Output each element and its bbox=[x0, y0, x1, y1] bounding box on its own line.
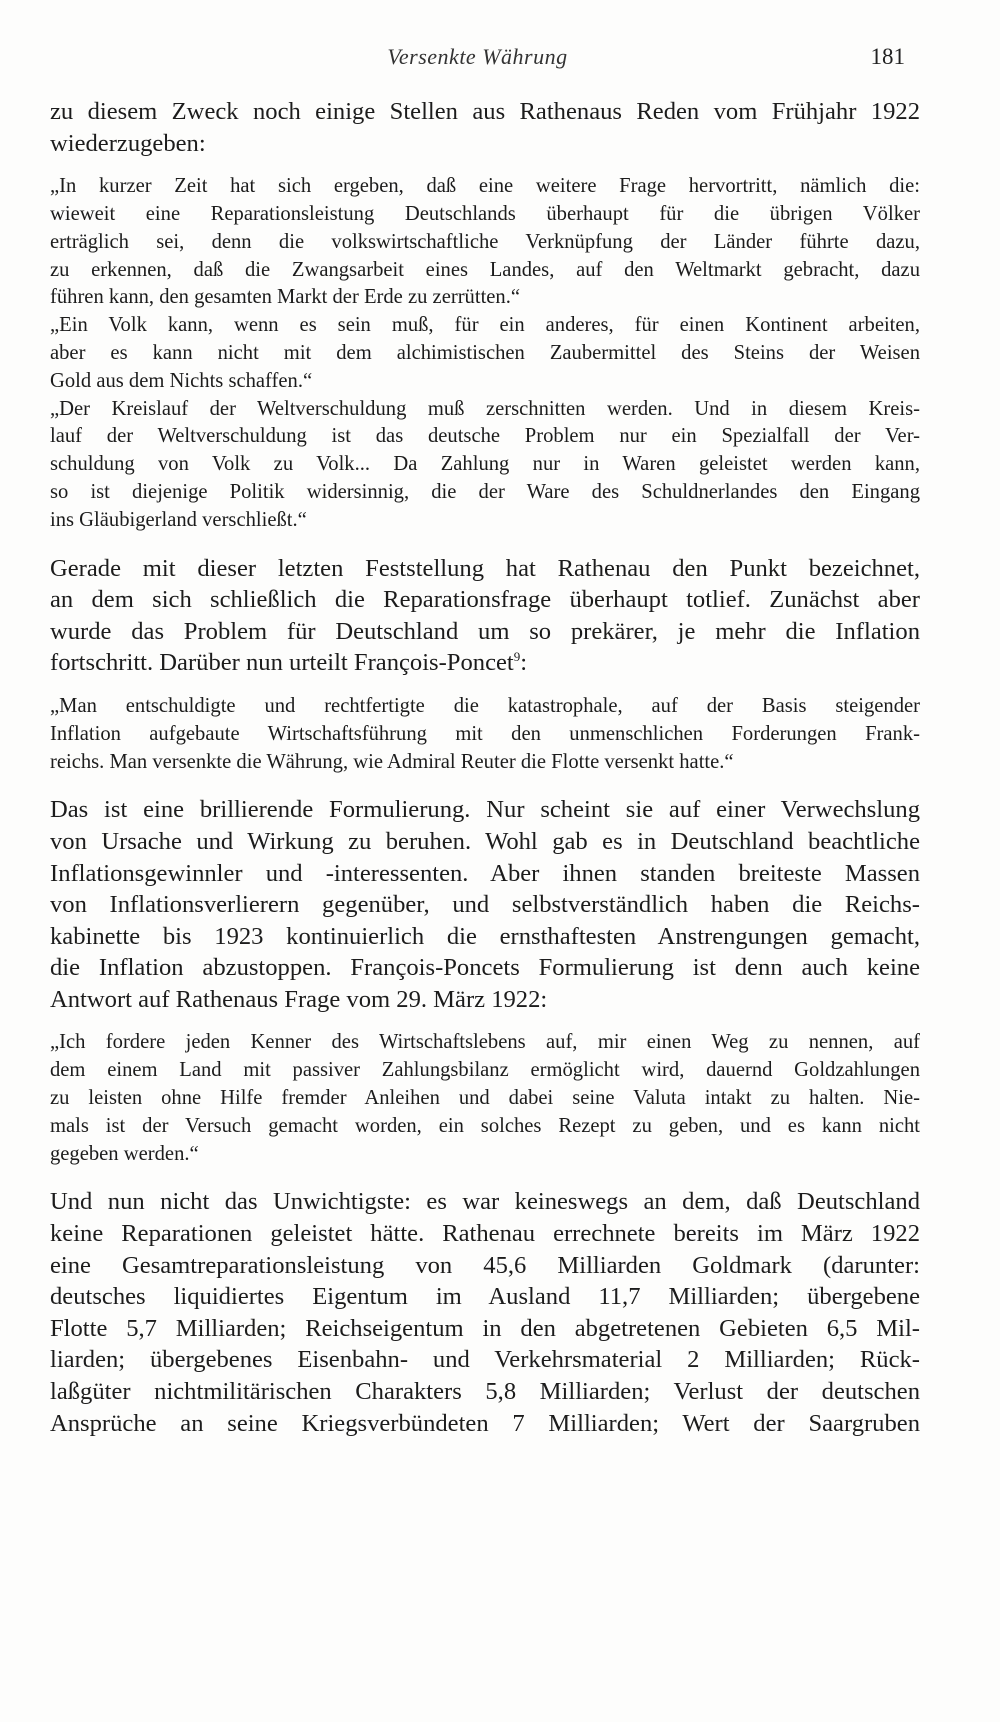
running-title: Versenkte Währung bbox=[387, 44, 568, 69]
text-line: Gerade mit dieser letzten Feststellung hat Rathenau den Punkt bezeichnet, bbox=[50, 554, 920, 582]
text-line: die Inflation abzustoppen. François-Poncets Formulierung ist denn auch keine bbox=[50, 954, 920, 982]
text-line: gegeben werden.“ bbox=[50, 1142, 199, 1165]
text-line: von Inflationsverlierern gegenüber, und selbstverständlich haben die Reichs- bbox=[50, 891, 920, 919]
text-line: erträglich sei, denn die volkswirtschaftliche Verknüpfung der Länder führte dazu, bbox=[50, 230, 920, 253]
text-line: Ansprüche an seine Kriegsverbündeten 7 Milliarden; Wert der Saargruben bbox=[50, 1409, 920, 1437]
paragraph-intro bbox=[50, 96, 920, 159]
page-number: 181 bbox=[870, 44, 905, 69]
text-line: von Ursache und Wirkung zu beruhen. Wohl gab es in Deutschland beachtliche bbox=[50, 827, 920, 855]
text-line: reichs. Man versenkte die Währung, wie Admiral Reuter die Flotte versenkt hatte.“ bbox=[50, 750, 734, 773]
text-line: zu leisten ohne Hilfe fremder Anleihen und dabei seine Valuta intakt zu halten. Nie- bbox=[50, 1087, 920, 1110]
text-line: wiederzugeben: bbox=[50, 129, 206, 157]
paragraph-brilliant-formulation bbox=[50, 794, 920, 1015]
page-content bbox=[50, 96, 920, 1439]
text-line: deutsches liquidiertes Eigentum im Ausland 11,7 Milliarden; übergebene bbox=[50, 1283, 920, 1311]
paragraph-reparations-paid bbox=[50, 1186, 920, 1439]
text-line: an dem sich schließlich die Reparationsfrage überhaupt totlief. Zunächst aber bbox=[50, 586, 920, 614]
quote-gold-from-nothing bbox=[50, 312, 920, 395]
text-line: aber es kann nicht mit dem alchimistischen Zaubermittel des Steins der Weisen bbox=[50, 341, 920, 364]
text-line: ins Gläubigerland verschließt.“ bbox=[50, 508, 307, 531]
text-line: „Der Kreislauf der Weltverschuldung muß zerschnitten werden. Und in diesem Kreis- bbox=[50, 397, 920, 420]
footnote-marker: 9 bbox=[513, 649, 521, 665]
text-line: so ist diejenige Politik widersinnig, die der Ware des Schuldnerlandes den Eingang bbox=[50, 480, 920, 503]
text-line: wieweit eine Reparationsleistung Deutschlands überhaupt für die übrigen Völker bbox=[50, 202, 920, 225]
text-line bbox=[50, 647, 920, 679]
text-line: keine Reparationen geleistet hätte. Rathenau errechnete bereits im März 1922 bbox=[50, 1220, 920, 1248]
text-line: eine Gesamtreparationsleistung von 45,6 Milliarden Goldmark (darunter: bbox=[50, 1251, 920, 1279]
text-line: dem einem Land mit passiver Zahlungsbilanz ermöglicht wird, dauernd Goldzahlungen bbox=[50, 1059, 920, 1082]
text-line: liarden; übergebenes Eisenbahn- und Verkehrsmaterial 2 Milliarden; Rück- bbox=[50, 1346, 920, 1374]
text-line: „Ich fordere jeden Kenner des Wirtschaftslebens auf, mir einen Weg zu nennen, auf bbox=[50, 1031, 920, 1054]
text-line: Antwort auf Rathenaus Frage vom 29. März 1922: bbox=[50, 985, 548, 1013]
quote-debt-cycle bbox=[50, 396, 920, 535]
paragraph-francois-poncet bbox=[50, 553, 920, 679]
running-head bbox=[50, 44, 905, 80]
text-line: zu diesem Zweck noch einige Stellen aus Rathenaus Reden vom Frühjahr 1922 bbox=[50, 98, 920, 125]
text-line: Inflationsgewinnler und -interessenten. Aber ihnen standen breiteste Massen bbox=[50, 859, 920, 887]
text-line: Und nun nicht das Unwichtigste: es war keineswegs an dem, daß Deutschland bbox=[50, 1188, 920, 1216]
text-line: Flotte 5,7 Milliarden; Reichseigentum in den abgetretenen Gebieten 6,5 Mil- bbox=[50, 1314, 920, 1342]
text-line: zu erkennen, daß die Zwangsarbeit eines Landes, auf den Weltmarkt gebracht, dazu bbox=[50, 258, 920, 281]
text-line: kabinette bis 1923 kontinuierlich die ernsthaftesten Anstrengungen gemacht, bbox=[50, 922, 920, 950]
text-line: Gold aus dem Nichts schaffen.“ bbox=[50, 369, 313, 392]
text-line: schuldung von Volk zu Volk... Da Zahlung nur in Waren geleistet werden kann, bbox=[50, 453, 920, 476]
text-line: „Man entschuldigte und rechtfertigte die katastrophale, auf der Basis steigender bbox=[50, 694, 920, 717]
text-line: „In kurzer Zeit hat sich ergeben, daß eine weitere Frage hervortritt, nämlich die: bbox=[50, 175, 920, 198]
text-line: mals ist der Versuch gemacht worden, ein solches Rezept zu geben, und es kann nicht bbox=[50, 1114, 920, 1137]
text-line: „Ein Volk kann, wenn es sein muß, für ein anderes, für einen Kontinent arbeiten, bbox=[50, 314, 920, 337]
quote-rathenau-challenge bbox=[50, 1029, 920, 1168]
text-line: laßgüter nichtmilitärischen Charakters 5,8 Milliarden; Verlust der deutschen bbox=[50, 1378, 920, 1406]
text-line-tail: : bbox=[520, 649, 528, 677]
text-line: Das ist eine brillierende Formulierung. Nur scheint sie auf einer Verwechslung bbox=[50, 796, 920, 824]
text-line: lauf der Weltverschuldung ist das deutsche Problem nur ein Spezialfall der Ver- bbox=[50, 425, 920, 448]
text-line: wurde das Problem für Deutschland um so prekärer, je mehr die Inflation bbox=[50, 617, 920, 645]
quote-francois-poncet bbox=[50, 693, 920, 776]
quote-reparation-question bbox=[50, 173, 920, 312]
text-line: führen kann, den gesamten Markt der Erde zu zerrütten.“ bbox=[50, 286, 521, 309]
text-line-main: fortschritt. Darüber nun urteilt François-Poncet bbox=[50, 649, 514, 677]
text-line: Inflation aufgebaute Wirtschaftsführung mit den unmenschlichen Forderungen Frank- bbox=[50, 722, 920, 745]
